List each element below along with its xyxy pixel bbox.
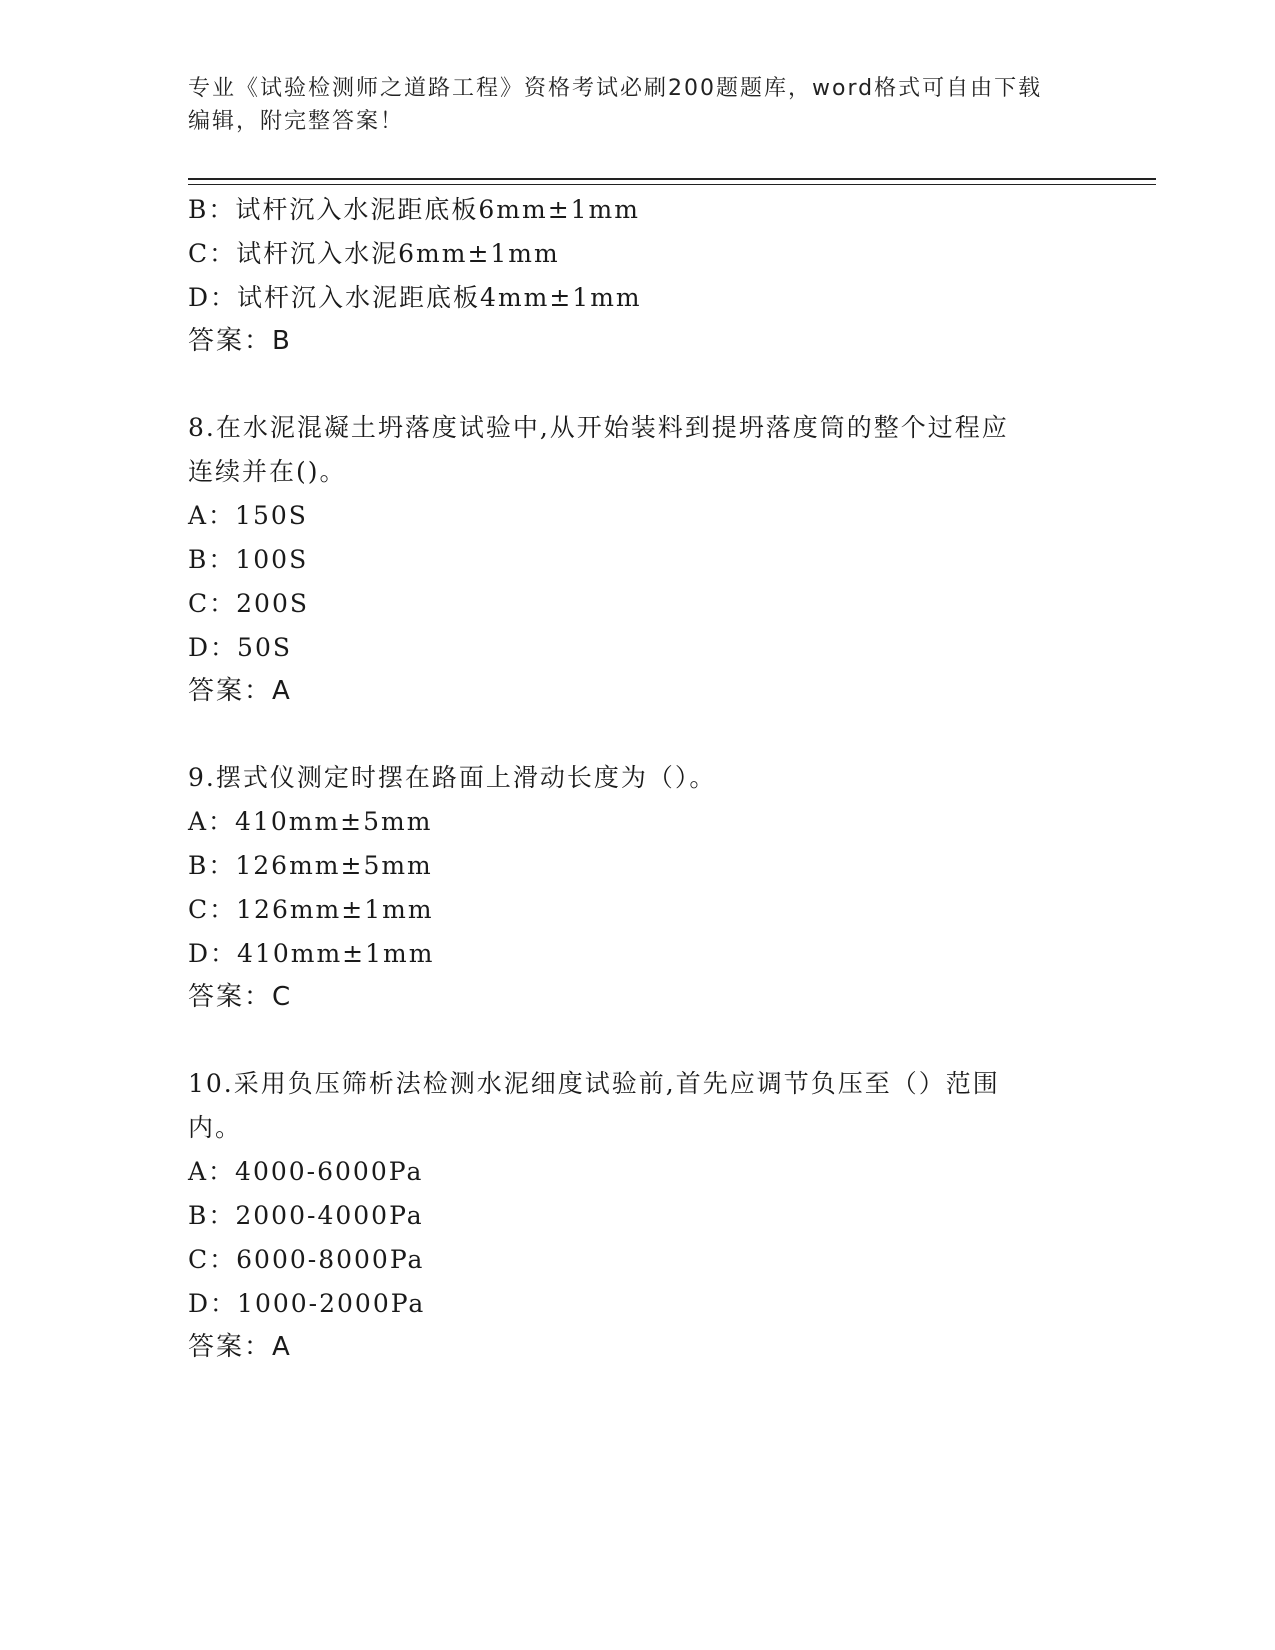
- q10-answer: 答案：A: [188, 1332, 292, 1362]
- header-divider-thin: [188, 184, 1156, 185]
- q8-answer: 答案：A: [188, 676, 292, 706]
- q9-option-d: D：410mm±1mm: [188, 939, 435, 968]
- q9-stem-line-1: 9.摆式仪测定时摆在路面上滑动长度为（）。: [188, 763, 717, 792]
- q9-option-c: C：126mm±1mm: [188, 895, 434, 924]
- q7-answer: 答案：B: [188, 326, 292, 356]
- q10-option-a: A：4000-6000Pa: [188, 1157, 424, 1186]
- q8-stem-line-2: 连续并在()。: [188, 457, 347, 486]
- q8-stem-line-1: 8.在水泥混凝土坍落度试验中,从开始装料到提坍落度筒的整个过程应: [188, 413, 1009, 442]
- q8-option-b: B：100S: [188, 545, 309, 574]
- q8-option-c: C：200S: [188, 589, 309, 618]
- page-header: [188, 72, 1088, 138]
- q9-answer: 答案：C: [188, 982, 293, 1012]
- q8-option-a: A：150S: [188, 501, 308, 530]
- q10-option-b: B：2000-4000Pa: [188, 1201, 424, 1230]
- q7-option-c: C：试杆沉入水泥6mm±1mm: [188, 239, 560, 268]
- header-line-1: 专业《试验检测师之道路工程》资格考试必刷200题题库，word格式可自由下载: [188, 76, 1043, 101]
- q10-stem-line-2: 内。: [188, 1113, 243, 1142]
- q10-option-d: D：1000-2000Pa: [188, 1289, 426, 1318]
- header-divider-thick: [188, 178, 1156, 180]
- q10-stem-line-1: 10.采用负压筛析法检测水泥细度试验前,首先应调节负压至（）范围: [188, 1069, 1000, 1098]
- header-line-2: 编辑，附完整答案！: [188, 109, 405, 134]
- q10-option-c: C：6000-8000Pa: [188, 1245, 425, 1274]
- q7-option-b: B：试杆沉入水泥距底板6mm±1mm: [188, 195, 640, 224]
- q9-option-a: A：410mm±5mm: [188, 807, 433, 836]
- q9-option-b: B：126mm±5mm: [188, 851, 433, 880]
- q8-option-d: D：50S: [188, 633, 292, 662]
- q7-option-d: D：试杆沉入水泥距底板4mm±1mm: [188, 283, 642, 312]
